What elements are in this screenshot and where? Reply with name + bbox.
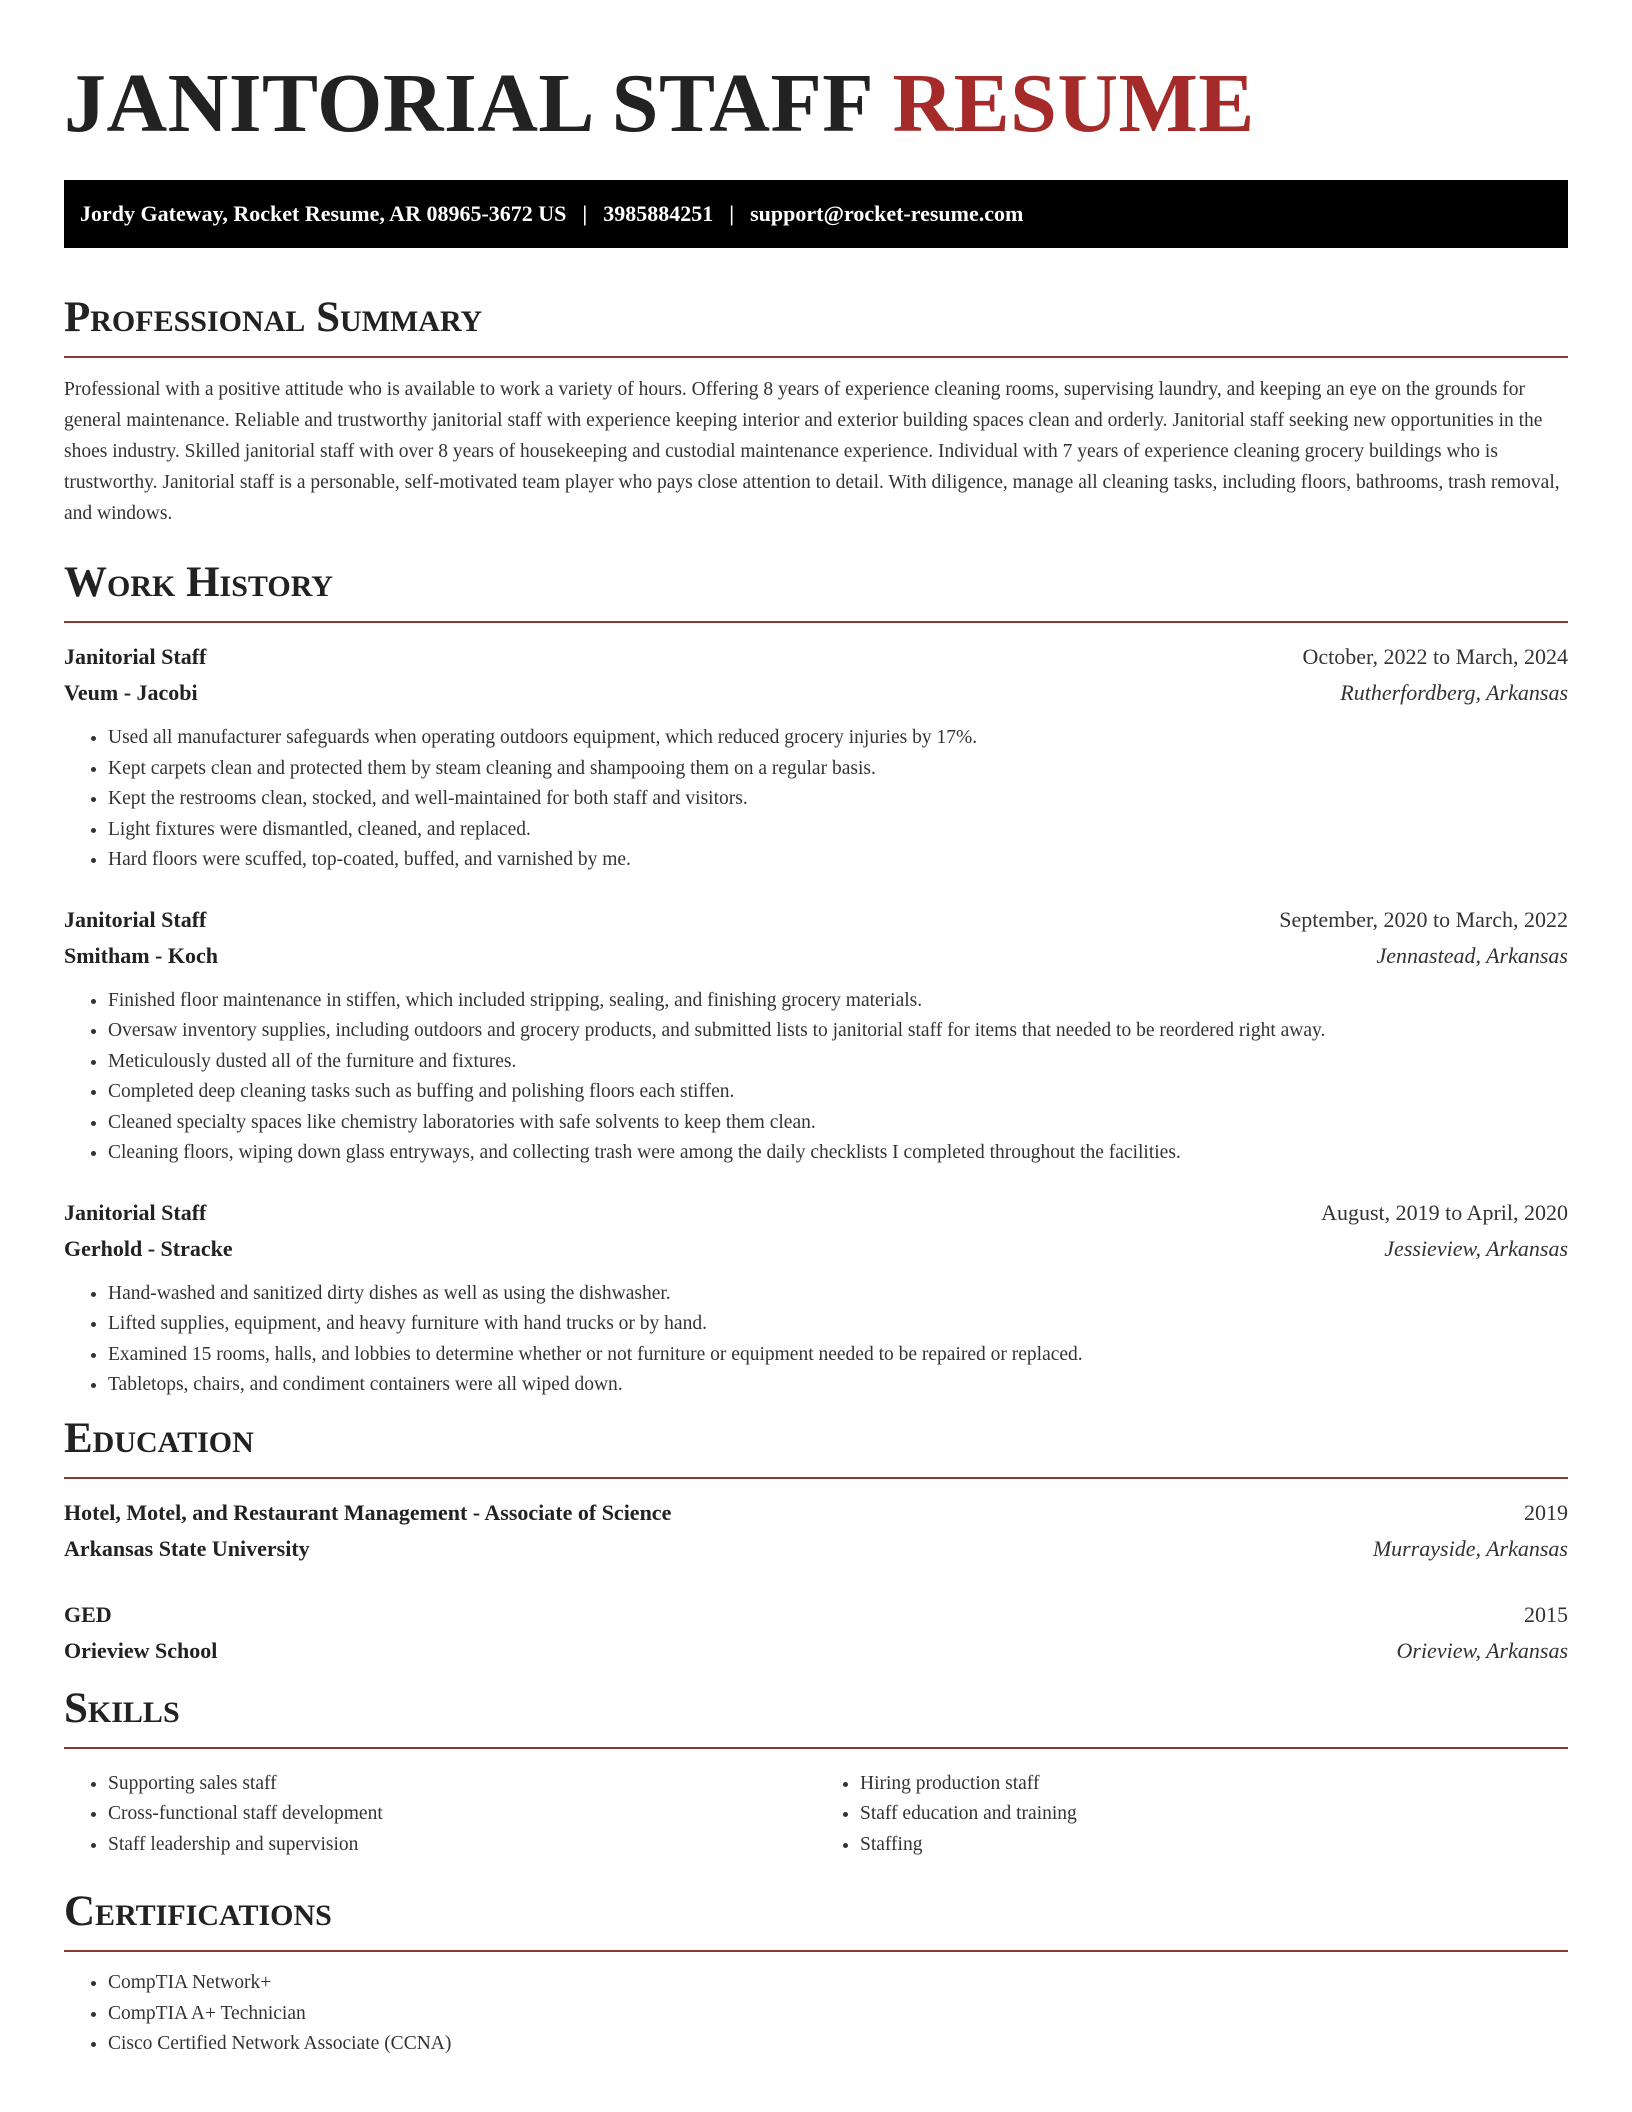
education-entry	[64, 1597, 1568, 1669]
list-item: • Hard floors were scuffed, top-coated, buffed, and varnished by me.	[108, 845, 1568, 876]
summary-text: Professional with a positive attitude who is available to work a variety of hours. Offering 8 years of experience cleaning rooms, supervising laundry, and keeping an eye on the grounds for general maintenance. Reliable and trustworthy janitorial staff with experience keeping interior and exterior building spaces clean and orderly. Janitorial staff seeking new opportunities in the shoes industry. Skilled janitorial staff with over 8 years of housekeeping and custodial maintenance experience. Individual with 7 years of experience cleaning grocery buildings who is trustworthy. Janitorial staff is a personable, self-motivated team player who pays close attention to detail. With diligence, manage all cleaning tasks, including floors, bathrooms, trash removal, and windows.	[64, 379, 1560, 524]
job-title: Janitorial Staff	[64, 906, 207, 932]
school-name: Arkansas State University	[64, 1535, 310, 1561]
list-item: • Finished floor maintenance in stiffen, which included stripping, sealing, and finishing grocery materials.	[108, 986, 1568, 1017]
skills-heading: Skills	[64, 1684, 180, 1732]
job-title: Janitorial Staff	[64, 644, 207, 669]
contact-separator: |	[582, 201, 588, 226]
title-accent: RESUME	[892, 57, 1255, 150]
section-divider	[64, 356, 1568, 358]
job-bullets	[64, 723, 1568, 876]
certifications-list	[64, 1968, 1568, 2060]
contact-email: support@rocket-resume.com	[750, 201, 1024, 226]
list-item: • Used all manufacturer safeguards when operating outdoors equipment, which reduced grocery injuries by 17%.	[108, 723, 1568, 754]
job-company: Veum - Jacobi	[64, 680, 198, 705]
list-item: • Staff education and training	[860, 1799, 1568, 1830]
summary-heading: Professional Summary	[64, 294, 483, 341]
list-item: • CompTIA A+ Technician	[108, 1999, 1568, 2030]
skills-section	[64, 1683, 1568, 1861]
list-item: • CompTIA Network+	[108, 1968, 1568, 1999]
list-item: • Hand-washed and sanitized dirty dishes as well as using the dishwasher.	[108, 1279, 1568, 1310]
list-item: • Examined 15 rooms, halls, and lobbies to determine whether or not furniture or equipment needed to be repaired or replaced.	[108, 1340, 1568, 1371]
job-bullets	[64, 1279, 1568, 1401]
work-history-heading: Work History	[64, 559, 333, 606]
list-item: • Kept the restrooms clean, stocked, and well-maintained for both staff and visitors.	[108, 784, 1568, 815]
list-item: • Tabletops, chairs, and condiment containers were all wiped down.	[108, 1370, 1568, 1401]
section-divider	[64, 621, 1568, 623]
degree-name: Hotel, Motel, and Restaurant Management - Associate of Science	[64, 1499, 672, 1525]
resume-title	[64, 0, 1568, 152]
education-heading: Education	[64, 1414, 254, 1462]
certifications-section	[64, 1886, 1568, 2060]
summary-section	[64, 292, 1568, 529]
list-item: • Light fixtures were dismantled, cleaned, and replaced.	[108, 815, 1568, 846]
job-dates: September, 2020 to March, 2022	[1279, 906, 1568, 932]
list-item: • Kept carpets clean and protected them by steam cleaning and shampooing them on a regular basis.	[108, 754, 1568, 785]
list-item: • Meticulously dusted all of the furniture and fixtures.	[108, 1047, 1568, 1078]
skills-grid	[64, 1765, 1568, 1861]
job-entry	[64, 1195, 1568, 1401]
graduation-year: 2019	[1524, 1499, 1568, 1525]
job-location: Jessieview, Arkansas	[1384, 1235, 1568, 1261]
job-location: Rutherfordberg, Arkansas	[1340, 680, 1568, 705]
list-item: • Lifted supplies, equipment, and heavy furniture with hand trucks or by hand.	[108, 1309, 1568, 1340]
certifications-heading: Certifications	[64, 1888, 332, 1935]
section-divider	[64, 1747, 1568, 1749]
school-name: Orieview School	[64, 1637, 218, 1663]
job-company: Gerhold - Stracke	[64, 1235, 233, 1261]
school-location: Murrayside, Arkansas	[1372, 1535, 1568, 1561]
graduation-year: 2015	[1524, 1601, 1568, 1627]
contact-separator: |	[729, 201, 735, 226]
list-item: • Cleaned specialty spaces like chemistry laboratories with safe solvents to keep them clean.	[108, 1108, 1568, 1139]
job-title: Janitorial Staff	[64, 1199, 207, 1225]
list-item: • Cleaning floors, wiping down glass entryways, and collecting trash were among the daily checklists I completed throughout the facilities.	[108, 1138, 1568, 1169]
list-item: • Cross-functional staff development	[108, 1799, 816, 1830]
job-company: Smitham - Koch	[64, 942, 218, 968]
skills-list-left	[64, 1769, 816, 1861]
list-item: • Oversaw inventory supplies, including outdoors and grocery products, and submitted lists to janitorial staff for items that needed to be reordered right away.	[108, 1016, 1568, 1047]
job-dates: August, 2019 to April, 2020	[1321, 1199, 1568, 1225]
list-item: • Staff leadership and supervision	[108, 1830, 816, 1861]
degree-name: GED	[64, 1601, 112, 1627]
job-entry	[64, 902, 1568, 1169]
education-section	[64, 1413, 1568, 1669]
list-item: • Hiring production staff	[860, 1769, 1568, 1800]
job-entry	[64, 639, 1568, 876]
list-item: • Completed deep cleaning tasks such as buffing and polishing floors each stiffen.	[108, 1077, 1568, 1108]
work-history-section	[64, 557, 1568, 1401]
school-location: Orieview, Arkansas	[1396, 1637, 1568, 1663]
contact-phone: 3985884251	[603, 201, 714, 226]
job-bullets	[64, 986, 1568, 1169]
skills-list-right	[816, 1769, 1568, 1861]
title-main: JANITORIAL STAFF	[64, 57, 871, 150]
section-divider	[64, 1477, 1568, 1479]
contact-bar	[64, 180, 1568, 248]
list-item: • Staffing	[860, 1830, 1568, 1861]
job-location: Jennastead, Arkansas	[1376, 942, 1568, 968]
job-dates: October, 2022 to March, 2024	[1302, 644, 1568, 669]
list-item: • Cisco Certified Network Associate (CCNA)	[108, 2029, 1568, 2060]
section-divider	[64, 1950, 1568, 1952]
education-entry	[64, 1495, 1568, 1567]
list-item: • Supporting sales staff	[108, 1769, 816, 1800]
contact-address: Jordy Gateway, Rocket Resume, AR 08965-3672 US	[80, 201, 567, 226]
